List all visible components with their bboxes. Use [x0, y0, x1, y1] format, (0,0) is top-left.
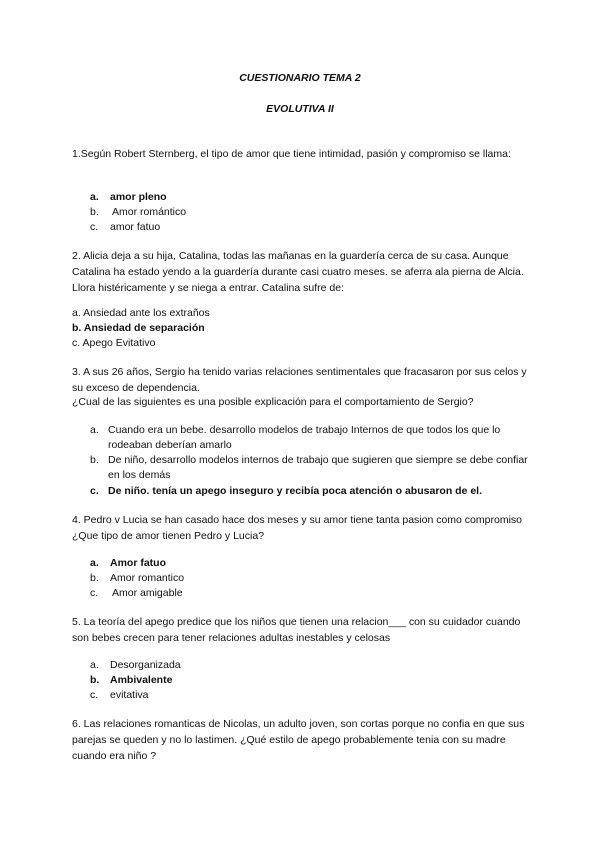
question-3-option-b: b. De niño, desarrollo modelos internos de trabajo que sugieren que siempre se debe confiar en los demás [90, 454, 528, 481]
question-4-text: 4. Pedro v Lucia se han casado hace dos meses y su amor tiene tanta pasion como compromiso ¿Que tipo de amor tienen Pedro y Lucia? [72, 514, 522, 542]
question-2-option-b: b. Ansiedad de separación [72, 322, 205, 334]
question-6-text: 6. Las relaciones romanticas de Nicolas, un adulto joven, son cortas porque no confia en que sus parejas se queden y no lo lastimen. ¿Qué estilo de apego probablemente tenia con su madre cuando era niño ? [72, 718, 525, 762]
document-title: CUESTIONARIO TEMA 2 [239, 72, 361, 84]
question-3-option-c: c. De niño. tenía un apego inseguro y recibía poca atención o abusaron de el. [90, 485, 482, 497]
question-2-text: 2. Alicia deja a su hija, Catalina, todas las mañanas en la guardería cerca de su casa. Aunque Catalina ha estado yendo a la guardería durante casi cuatro meses. se aferra ala pierna de Alcia. Llora histéricamente y se niega a entrar. Catalina sufre de: [72, 250, 524, 294]
document-subtitle: EVOLUTIVA II [266, 103, 334, 115]
question-2-option-c: c. Apego Evitativo [72, 337, 156, 349]
document-page: CUESTIONARIO TEMA 2 EVOLUTIVA II 1.Según Robert Sternberg, el tipo de amor que tiene intimidad, pasión y compromiso se llama: a. amor pleno b. Amor romántico c. amor fatuo 2. Alicia deja a su hija, Catalina, todas las mañanas en la guardería cerca de su casa. Aunque Catalina ha estado yendo a la guardería durante casi cuatro meses. se aferra ala pierna de Alcia. Llora histéricamente y se niega a entrar. Catalina sufre de: a. Ansiedad ante los extraños b. Ansiedad de separación c. Apego Evitativo 3. A sus 26 años, Sergio ha tenido varias relaciones sentimentales que fracasaron por sus celos y su exceso de dependencia. ¿Cual de las siguientes es una posible explicación para el comportamiento de Sergio? a. Cuando era un bebe. desarrollo modelos de trabajo Internos de que todos los que lo rodeaban deberían amarlo b. De niño, desarrollo modelos internos de trabajo que sugieren que siempre se debe confiar en los demás c. De niño. tenía un apego inseguro y recibía poca atención o abusaron de el. 4. Pedro v Lucia se han casado hace dos meses y su amor tiene tanta pasion como compromiso ¿Que tipo de amor tienen Pedro y Lucia? a. Amor fatuo b. Amor romantico c. Amor amigable 5. La teoría del apego predice que los niños que tienen una relacion___ con su cuidador cuando son bebes crecen para tener relaciones adultas inestables y celosas a. Desorganizada b. Ambivalente c. evitativa 6. Las relaciones romanticas de Nicolas, un adulto joven, son cortas porque no confia en que sus parejas se queden y no lo lastimen. ¿Qué estilo de apego probablemente tenia con su madre cuando era niño ? [0, 0, 600, 848]
question-2-option-a: a. Ansiedad ante los extraños [72, 307, 210, 319]
question-3-text-2: ¿Cual de las siguientes es una posible explicación para el comportamiento de Sergio? [72, 396, 474, 408]
question-1-text: 1.Según Robert Sternberg, el tipo de amor que tiene intimidad, pasión y compromiso se llama: [72, 148, 511, 160]
question-5-text: 5. La teoría del apego predice que los niños que tienen una relacion___ con su cuidador cuando son bebes crecen para tener relaciones adultas inestables y celosas [72, 616, 521, 644]
question-3-text: 3. A sus 26 años, Sergio ha tenido varias relaciones sentimentales que fracasaron por sus celos y su exceso de dependencia. [72, 366, 527, 394]
question-3-option-a: a. Cuando era un bebe. desarrollo modelos de trabajo Internos de que todos los que lo rodeaban deberían amarlo [90, 424, 501, 451]
